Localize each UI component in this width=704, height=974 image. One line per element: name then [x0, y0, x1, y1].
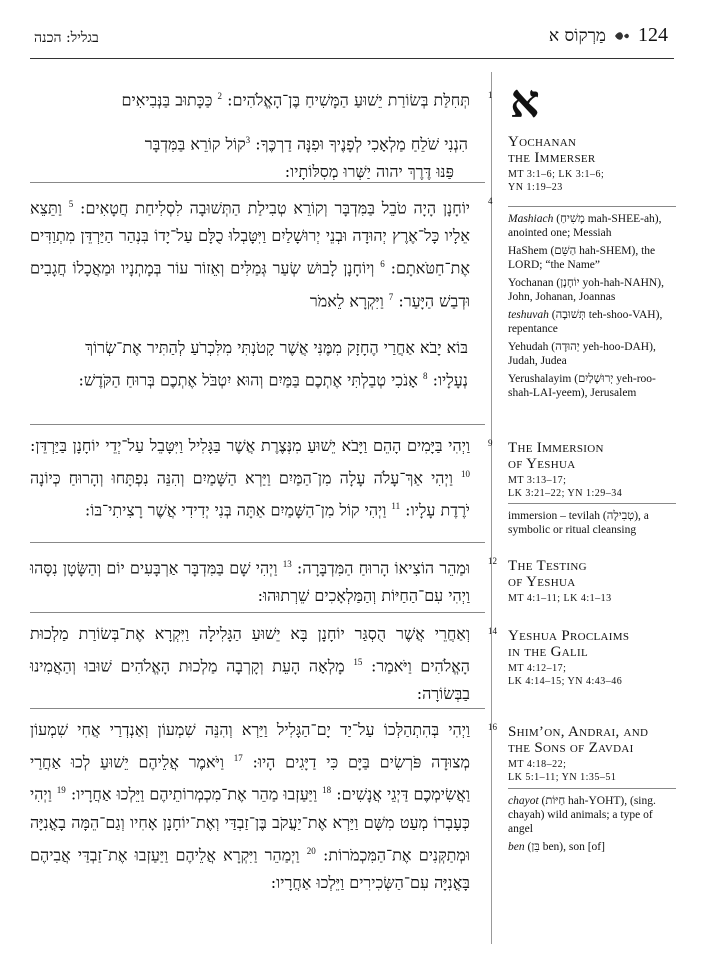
section-heading-immersion: [508, 440, 678, 500]
glossary-hebrew: בֵּן: [531, 841, 540, 853]
verse-marker: 10: [461, 469, 471, 479]
section-heading-proclaims: [508, 628, 678, 688]
sidebar-rule: [508, 206, 676, 207]
verse-marker: 11: [391, 501, 401, 512]
glossary-hebrew: חַיּוֹת: [545, 795, 566, 807]
glossary-entry: ben (בֵּן ben), son [of]: [508, 841, 605, 853]
verse-marker: 2: [217, 91, 223, 101]
verse-text: תְּחִלַּת בְּשׂוֹרַת יֵשׁוּעַ הַמָּשִׁיחַ בֶּן־הָאֱלֹהִים:: [227, 90, 470, 110]
paragraph-14: [30, 620, 470, 708]
verse-text: וּמַהֵר הוֹצִיאוֹ הָרוּחַ הַמִּדְבָּרָה:: [291, 558, 470, 578]
cross-references: MT 4:12–17;: [508, 663, 567, 674]
glossary-hebrew: מָשִׁיחַ: [560, 213, 585, 225]
paragraph-9: [30, 432, 470, 525]
verse-text: וַיְהִי אַךְ־עָלֹה עָלָה מִן־הַמַּיִם וַיַּרְא הַשָּׁמַיִם וְהִנֵּה נִפְתָּחוּ וְהָרוּחַ כְּיוֹנָה יֹרֶדֶת עָלָיו:: [30, 468, 470, 520]
glossary-term: ben: [508, 841, 525, 853]
verse-marker: 18: [322, 785, 332, 796]
verse-number: 16: [488, 722, 497, 732]
section-rule: [30, 542, 485, 543]
section-heading-yochanan: [508, 134, 678, 194]
section-rule: [30, 424, 485, 425]
cross-references: MT 3:1–6; LK 3:1–6;: [508, 169, 605, 180]
verse-text: וַיַּעַזְבוּ מַהֵר אֶת־מִכְמְרוֹתֵיהֶם וַיֵּלְכוּ אַחֲרָיו:: [65, 784, 318, 804]
verse-number: 1: [488, 90, 493, 100]
verse-marker: 15: [353, 657, 363, 667]
glossary-term: teshuvah: [508, 309, 549, 321]
verse-text: מָלְאָה הָעֵת וְקָרְבָה מַלְכוּת הָאֱלֹהִים שׁוּבוּ וְהַאֲמִינוּ בַבְּשׂוֹרָה:: [30, 656, 470, 704]
quote-line: הִנְנִי שֹׁלֵחַ מַלְאָכִי לְפָנֶיךָ וּפִנָּה דַרְכֶּךָ:: [255, 134, 468, 154]
glossary-definition: yeh-hoo-DAH), Judah, Judea: [508, 341, 656, 367]
glossary-definition: mah-SHEE-ah), anointed one; Messiah: [508, 213, 662, 239]
glossary-entry: teshuvah (תְּשׁוּבָה teh-shoo-VAH), repentance: [508, 309, 663, 335]
verse-text: כַּכָּתוּב בַּנְּבִיאִים: [121, 90, 213, 110]
glossary-entry: HaShem (הַשֵּׁם hah-SHEM), the LORD; “the Name”: [508, 245, 656, 271]
verse-marker: 8: [422, 371, 428, 381]
section-rule: [30, 708, 485, 709]
chapter-letter: א: [510, 74, 540, 128]
glossary-entry: Yochanan (יוֹחָנָן yoh-hah-NAHN), John, Johanan, Joannas: [508, 277, 664, 303]
verse-marker: 17: [233, 753, 243, 763]
glossary-term: chayot: [508, 795, 539, 807]
verse-marker: 5: [68, 199, 74, 209]
section-rule: [30, 612, 485, 613]
cross-references: MT 3:13–17;: [508, 475, 567, 486]
section-title: Shim’on, Andrai, and: [508, 724, 649, 740]
glossary-entries-2: [508, 794, 680, 854]
verse-text: וַיִּקְרָא לֵאמֹר: [309, 290, 384, 310]
cross-references: MT 4:1–11; LK 4:1–13: [508, 593, 612, 604]
section-rule: [30, 182, 485, 183]
glossary-term: Yerushalayim: [508, 373, 572, 385]
glossary-term: Mashiach: [508, 213, 554, 225]
verse-text: וַיְהִי כְּעָבְרוֹ מְעַט מִשָּׁם וַיַּרְא אֶת־יַעֲקֹב בֶּן־זַבְדַּי וְאֶת־יוֹחָנָן אָחִיו וְגַם־הֵמָּה בָאֳנִיָּה וּמְתַקְּנִים אֶת־הַמִּכְמֹרוֹת:: [30, 784, 471, 864]
verse-1: [30, 82, 470, 114]
quote-line: קוֹל קוֹרֵא בַּמִּדְבָּר: [144, 134, 246, 154]
section-title: of Yeshua: [508, 574, 576, 590]
verse-text: וַתֵּצֵא אֵלָיו כָּל־אֶרֶץ יְהוּדָה וּבְנֵי יְרוּשָׁלַיִם וַיִּטָּבְלוּ כֻלָּם עַל־יָדוֹ בִּנְהַר הַיַּרְדֵּן מִתְוַדִּים אֶת־חַטֹּאתָם:: [30, 198, 471, 278]
glossary-entry: chayot (חַיּוֹת hah-YOHT), (sing. chayah) wild animals; a type of angel: [508, 795, 656, 835]
glossary-hebrew: יְרוּשָׁלַיִם: [578, 373, 614, 385]
verse-number: 4: [488, 196, 493, 206]
verse-text: יוֹחָנָן הָיָה טֹבֵל בַּמִּדְבָּר וְקוֹרֵא טְבִילַת הַתְּשׁוּבָה לִסְלִיחַת חֲטָאִים:: [73, 198, 470, 218]
verse-text: וַיֹּאמֶר אֲלֵיהֶם יֵשׁוּעַ לְכוּ אַחֲרַי וַאֲשִׂימְכֶם דַּיְגֵי אֲנָשִׁים:: [30, 752, 470, 804]
running-header: [30, 14, 674, 59]
verse-number: 14: [488, 626, 497, 636]
quote-line: אָנֹכִי טְבַלְתִּי אֶתְכֶם בַּמַּיִם וְהוּא יִטְבֹּל אֶתְכֶם בְּרוּחַ הַקֹּדֶשׁ:: [78, 370, 418, 390]
verse-marker: 13: [282, 559, 292, 569]
glossary-entries-1: [508, 212, 680, 400]
page-number: 124: [638, 24, 668, 46]
glossary-term: HaShem: [508, 245, 548, 257]
cross-references: LK 5:1–11; YN 1:35–51: [508, 772, 617, 783]
section-title: The Testing: [508, 558, 587, 574]
section-title: the Sons of Zavdai: [508, 740, 634, 756]
verse-marker: 7: [388, 291, 394, 302]
verse-marker: 19: [56, 785, 66, 796]
section-title: in the Galil: [508, 644, 588, 660]
glossary-entry: Yerushalayim (יְרוּשָׁלַיִם yeh-roo-shah-LAI-yeem), Jerusalem: [508, 373, 656, 399]
glossary-term: Yehudah: [508, 341, 549, 353]
paragraph-4: [30, 190, 470, 315]
glossary-definition: hah-SHEM), the LORD; “the Name”: [508, 245, 656, 271]
sidebar-rule: [508, 503, 676, 504]
verse-text: וַיְהִי בַּיָּמִים הָהֵם וַיָּבֹא יֵשׁוּעַ מִנְּצֶרֶת אֲשֶׁר בַּגָּלִיל וַיִּטָּבֵל עַל־יְדֵי יוֹחָנָן בַּיַּרְדֵּן:: [30, 436, 470, 455]
glossary-hebrew: תְּשׁוּבָה: [555, 309, 586, 321]
section-title: of Yeshua: [508, 456, 576, 472]
section-title: the Immerser: [508, 150, 596, 166]
verse-text: וַיְהִי בְּהִתְהַלְּכוֹ עַל־יַד יָם־הַגָּלִיל וַיַּרְא וְהִנֵּה שִׁמְעוֹן וְאַנְדְרַי אֲחִי שִׁמְעוֹן מְצוּדָה פֹּרְשִׂים בַּיָּם כִּי דַיָּגִים הָיוּ:: [30, 720, 470, 772]
glossary-term: Yochanan: [508, 277, 554, 289]
verse-text: וַיְמַהֵר וַיִּקְרָא אֲלֵיהֶם וַיַּעַזְבוּ אֶת־זַבְדַּי אֲבִיהֶם בָּאֳנִיָּה עִם־הַשְּׂכִירִים וַיֵּלְכוּ אַחֲרָיו:: [30, 844, 470, 892]
sidebar-rule: [508, 788, 676, 789]
verse-number: 9: [488, 438, 493, 448]
verse-text: וְיוֹחָנָן לָבוּשׁ שְׂעַר גְּמַלִּים וְאֵזוֹר עוֹר בְּמָתְנָיו וּמַאֲכָלוֹ חֲגָבִים וּדְבַשׁ הַיָּעַר:: [30, 258, 470, 310]
verse-text: וְאַחֲרֵי אֲשֶׁר הֻסְגַּר יוֹחָנָן בָּא יֵשׁוּעַ הַגָּלִילָה וַיִּקְרָא אֶת־בְּשׂוֹרַת מַלְכוּת הָאֱלֹהִים וַיֹּאמַר:: [30, 624, 471, 676]
header-book-title: מַרְקוֹס א: [548, 25, 606, 46]
glossary-definition: yoh-hah-NAHN), John, Johanan, Joannas: [508, 277, 664, 303]
glossary-definition: hah-YOHT), (sing. chayah) wild animals; a type of angel: [508, 795, 656, 835]
section-heading-sons-of-zavdai: [508, 724, 678, 784]
glossary-hebrew: יְהוּדָה: [555, 341, 580, 353]
section-title: The Immersion: [508, 440, 604, 456]
glossary-definition: ben), son [of]: [542, 841, 605, 853]
cross-references: LK 3:21–22; YN 1:29–34: [508, 488, 623, 499]
section-title: Yeshua Proclaims: [508, 628, 630, 644]
quote-line: בּוֹא יָבֹא אַחֲרַי הֶחָזָק מִמֶּנִּי אֲשֶׁר קָטֹנְתִּי מִלִּכְרֹעַ לְהַתִּיר אֶת־שְׂרוֹךְ נְעָלָיו:: [85, 338, 468, 390]
paragraph-12: [30, 550, 470, 610]
cross-references: MT 4:18–22;: [508, 759, 567, 770]
header-section-title: בגליל: הכנה: [34, 30, 99, 46]
verse-marker: 6: [380, 259, 385, 270]
paragraph-16: [30, 716, 470, 897]
glossary-definition: teh-shoo-VAH), repentance: [508, 309, 663, 335]
verse-marker: 3: [245, 135, 251, 145]
glossary-entry-immersion: immersion – tevilah (טְבִילָה), a symbolic or ritual cleansing: [508, 510, 649, 536]
section-title: Yochanan: [508, 134, 577, 150]
verse-number: 12: [488, 556, 497, 566]
verse-text: וַיְהִי שָׁם בַּמִּדְבָּר אַרְבָּעִים יוֹם וְהַשָּׂטָן נִסָּהוּ וַיְהִי עִם־הַחַיּוֹת וְהַמַּלְאָכִים שֵׁרְתוּהוּ:: [30, 558, 470, 606]
cross-references: LK 4:14–15; YN 4:43–46: [508, 676, 623, 687]
verse-text: וַיְהִי קוֹל מִן־הַשָּׁמַיִם אַתָּה בְּנִי יְדִידִי אֲשֶׁר רָצִיתִי־בּוֹ:: [84, 500, 387, 520]
fleuron-icon: [614, 30, 630, 42]
glossary-definition: yeh-roo-shah-LAI-yeem), Jerusalem: [508, 373, 656, 399]
quotation-block-2: [70, 334, 468, 394]
verse-marker: 20: [306, 845, 316, 856]
glossary-entry: Yehudah (יְהוּדָה yeh-hoo-DAH), Judah, Judea: [508, 341, 656, 367]
glossary-hebrew: הַשֵּׁם: [554, 245, 577, 257]
glossary-hebrew: יוֹחָנָן: [560, 277, 580, 289]
quotation-block-1: [70, 126, 468, 186]
header-right: [549, 24, 668, 47]
cross-references: YN 1:19–23: [508, 182, 563, 193]
section-heading-testing: [508, 558, 678, 605]
quote-line: פַּנּוּ דֶּרֶךְ יהוה יַשְּׁרוּ מְסִלּוֹתָיו:: [284, 162, 454, 182]
glossary-entry: Mashiach (מָשִׁיחַ mah-SHEE-ah), anointed one; Messiah: [508, 213, 662, 239]
